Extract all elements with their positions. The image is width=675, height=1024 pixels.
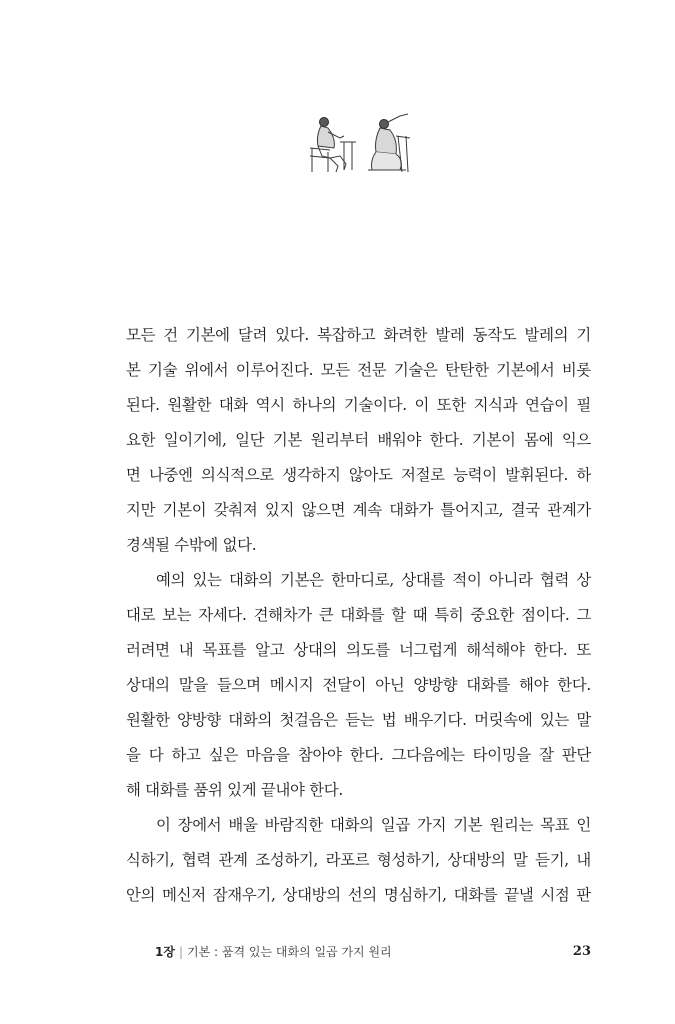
text-line: 상대의 말을 들으며 메시지 전달이 아닌 양방향 대화를 해야 한다. [126, 676, 591, 694]
chapter-label: 1장 [155, 945, 175, 959]
text-line: 예의 있는 대화의 기본은 한마디로, 상대를 적이 아니라 협력 상 [156, 571, 591, 589]
paragraph [126, 808, 591, 913]
text-line: 본 기술 위에서 이루어진다. 모든 전문 기술은 탄탄한 기본에서 비롯 [126, 361, 591, 379]
paragraph [126, 563, 591, 808]
chapter-title: 기본 : 품격 있는 대화의 일곱 가지 원리 [187, 945, 392, 959]
text-line: 해 대화를 품위 있게 끝내야 한다. [126, 781, 343, 799]
text-line: 지만 기본이 갖춰져 있지 않으면 계속 대화가 틀어지고, 결국 관계가 [126, 501, 591, 519]
text-line: 요한 일이기에, 일단 기본 원리부터 배워야 한다. 기본이 몸에 익으 [126, 431, 591, 449]
text-line: 대로 보는 자세다. 견해차가 큰 대화를 할 때 특히 중요한 점이다. 그 [126, 606, 591, 624]
text-line: 러려면 내 목표를 알고 상대의 의도를 너그럽게 해석해야 한다. 또 [126, 641, 591, 659]
text-line: 원활한 양방향 대화의 첫걸음은 듣는 법 배우기다. 머릿속에 있는 말 [126, 711, 591, 729]
page-number: 23 [572, 944, 591, 959]
running-footer [155, 942, 591, 962]
text-line: 경색될 수밖에 없다. [126, 536, 257, 554]
text-line: 을 다 하고 싶은 마음을 참아야 한다. 그다음에는 타이밍을 잘 판단 [126, 746, 591, 764]
text-line: 된다. 원활한 대화 역시 하나의 기술이다. 이 또한 지식과 연습이 필 [126, 396, 591, 414]
text-line: 모든 건 기본에 달려 있다. 복잡하고 화려한 발레 동작도 발레의 기 [126, 326, 591, 344]
two-seated-figures-engraving-icon [300, 112, 420, 174]
body-text [126, 318, 591, 913]
text-line: 식하기, 협력 관계 조성하기, 라포르 형성하기, 상대방의 말 듣기, 내 [126, 851, 591, 869]
text-line: 이 장에서 배울 바람직한 대화의 일곱 가지 기본 원리는 목표 인 [156, 816, 591, 834]
text-line: 안의 메신저 잠재우기, 상대방의 선의 명심하기, 대화를 끝낼 시점 판 [126, 886, 591, 904]
text-line: 면 나중엔 의식적으로 생각하지 않아도 저절로 능력이 발휘된다. 하 [126, 466, 591, 484]
paragraph [126, 318, 591, 563]
footer-separator: | [178, 945, 183, 959]
